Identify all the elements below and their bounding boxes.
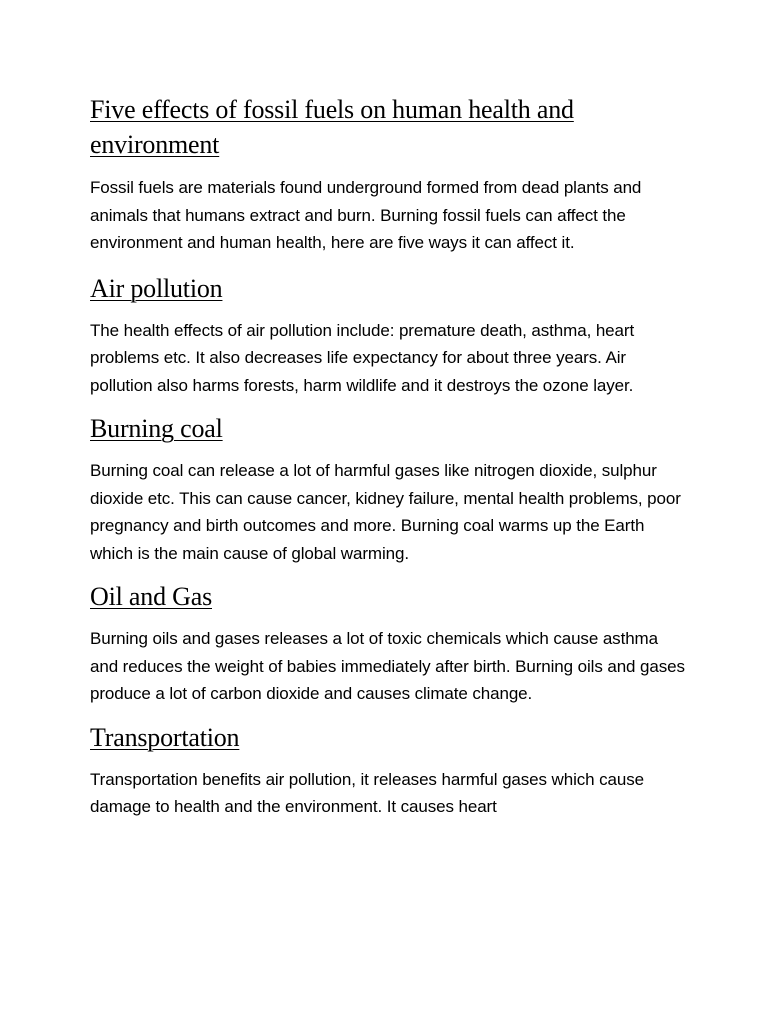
document-title: Five effects of fossil fuels on human health and environment	[90, 95, 574, 159]
section-heading: Air pollution	[90, 273, 223, 303]
section-air-pollution	[90, 273, 690, 400]
section-body: The health effects of air pollution include: premature death, asthma, heart problems etc. It also decreases life expectancy for about three years. Air pollution also harms forests, harm wildlife and it destroys the ozone layer.	[90, 320, 635, 395]
section-heading: Oil and Gas	[90, 582, 212, 611]
section-heading: Transportation	[90, 722, 240, 752]
intro-paragraph: Fossil fuels are materials found underground formed from dead plants and animals that humans extract and burn. Burning fossil fuels can affect the environment and human health, here are five ways it can affect it.	[90, 178, 642, 252]
section-body: Burning oils and gases releases a lot of toxic chemicals which cause asthma and reduces the weight of babies immediately after birth. Burning oils and gases produce a lot of carbon dioxide and causes climate change.	[90, 629, 685, 703]
document-page	[90, 92, 690, 835]
section-burning-coal	[90, 413, 690, 567]
section-heading: Burning coal	[90, 414, 223, 443]
section-transportation	[90, 722, 690, 821]
section-body: Burning coal can release a lot of harmful gases like nitrogen dioxide, sulphur dioxide etc. This can cause cancer, kidney failure, mental health problems, poor pregnancy and birth outcomes and more. Burning coal warms up the Earth which is the main cause of global warming.	[90, 461, 681, 563]
section-oil-and-gas	[90, 581, 690, 708]
section-body: Transportation benefits air pollution, it releases harmful gases which cause damage to health and the environment. It causes heart	[90, 769, 645, 816]
